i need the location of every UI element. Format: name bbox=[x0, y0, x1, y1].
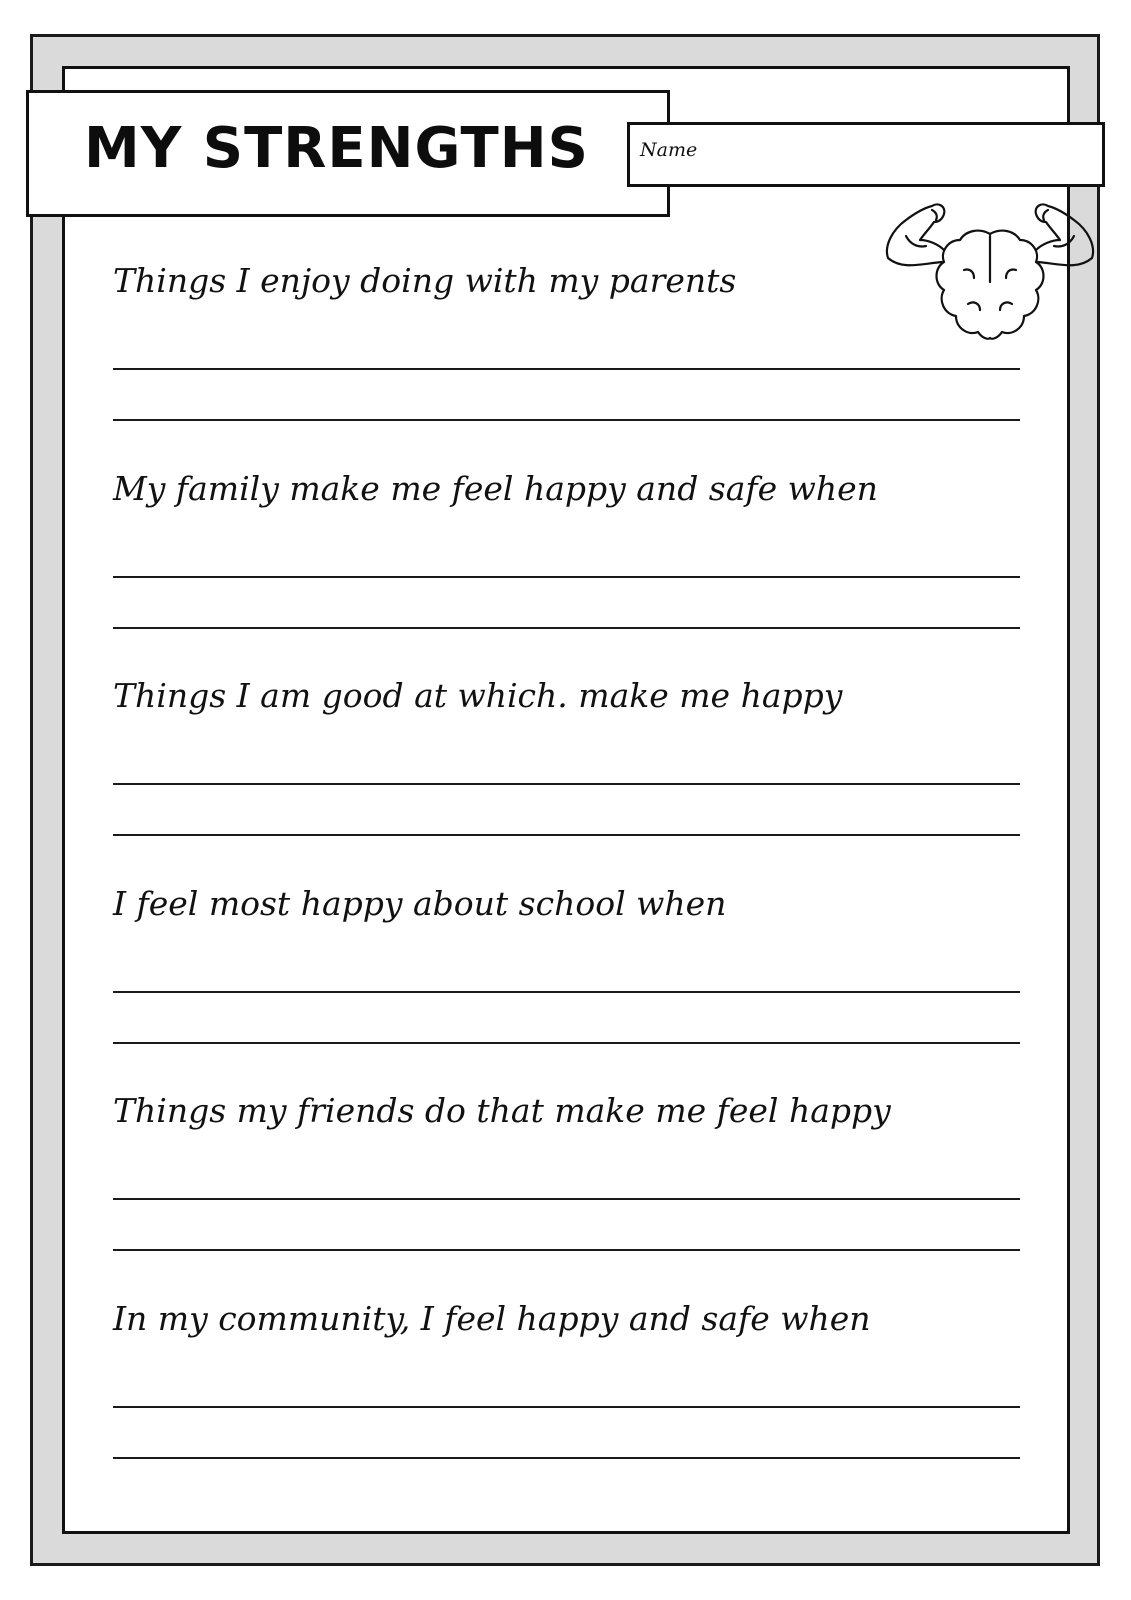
prompt-text: I feel most happy about school when bbox=[113, 884, 727, 923]
writing-line[interactable] bbox=[113, 1249, 1020, 1251]
writing-line[interactable] bbox=[113, 1406, 1020, 1408]
prompt-section bbox=[113, 1091, 1013, 1134]
writing-line[interactable] bbox=[113, 368, 1020, 370]
prompt-section bbox=[113, 469, 1013, 512]
writing-line[interactable] bbox=[113, 834, 1020, 836]
prompt-text: In my community, I feel happy and safe when bbox=[113, 1299, 871, 1338]
writing-line[interactable] bbox=[113, 576, 1020, 578]
prompt-text: Things I am good at which. make me happy bbox=[113, 676, 843, 715]
prompt-section bbox=[113, 676, 1013, 719]
writing-line[interactable] bbox=[113, 1457, 1020, 1459]
writing-line[interactable] bbox=[113, 1042, 1020, 1044]
prompt-text: My family make me feel happy and safe when bbox=[113, 469, 878, 508]
prompt-text: Things I enjoy doing with my parents bbox=[113, 261, 737, 300]
name-label: Name bbox=[640, 139, 698, 161]
writing-line[interactable] bbox=[113, 783, 1020, 785]
writing-line[interactable] bbox=[113, 1198, 1020, 1200]
prompt-text: Things my friends do that make me feel happy bbox=[113, 1091, 891, 1130]
prompt-section bbox=[113, 261, 1013, 304]
writing-line[interactable] bbox=[113, 419, 1020, 421]
name-field[interactable] bbox=[627, 122, 1105, 187]
prompt-section bbox=[113, 1299, 1013, 1342]
prompt-section bbox=[113, 884, 1013, 927]
page-title: MY STRENGTHS bbox=[84, 116, 589, 181]
writing-line[interactable] bbox=[113, 627, 1020, 629]
title-banner bbox=[26, 90, 670, 217]
writing-line[interactable] bbox=[113, 991, 1020, 993]
